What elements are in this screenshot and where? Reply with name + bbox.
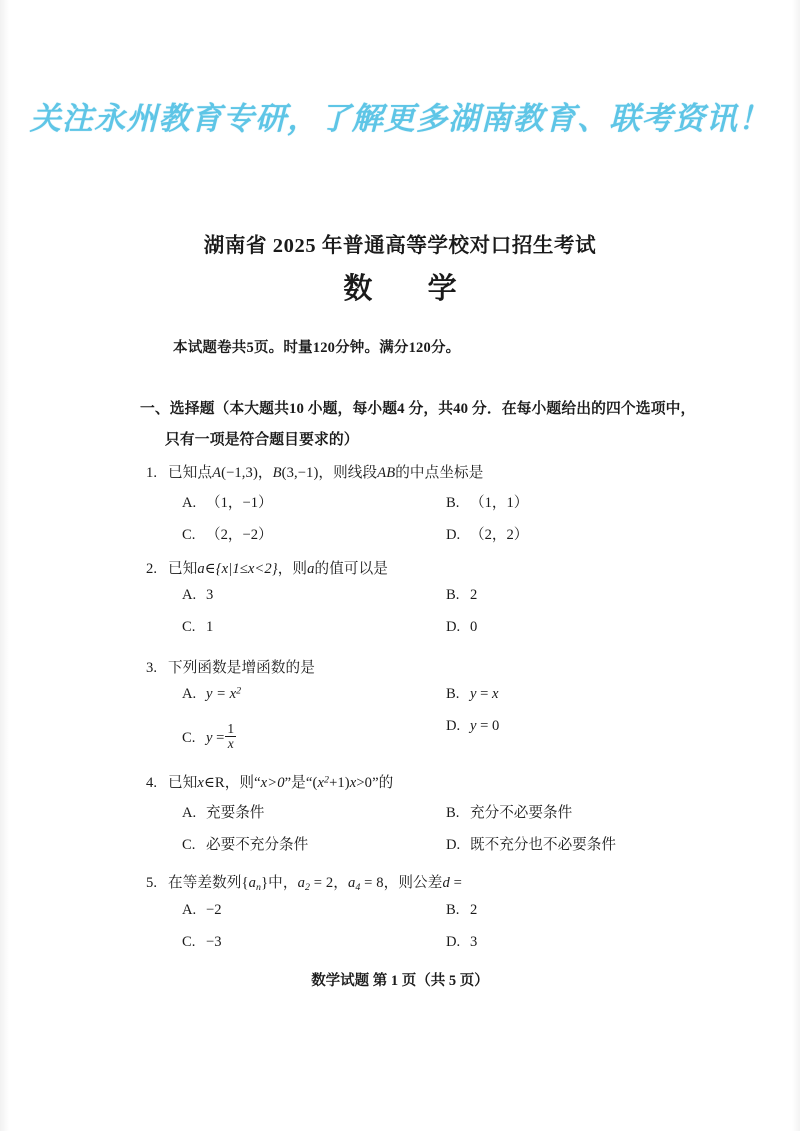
question-5 <box>146 871 746 966</box>
section-heading-line-1: 一、选择题（本大题共10 小题，每小题4 分，共40 分．在每小题给出的四个选项中， <box>140 401 696 417</box>
question-1-option-d[interactable] <box>446 523 528 544</box>
option-label: C. <box>182 729 196 746</box>
question-1-separator: ， <box>257 465 273 481</box>
question-1-coord-b: (3,−1) <box>281 465 319 481</box>
question-3-option-b[interactable] <box>446 686 499 703</box>
question-4-text-part-3: ”是“ <box>284 775 313 791</box>
question-4-text-part-4: ”的 <box>372 775 394 791</box>
option-expression: y = x <box>470 686 499 702</box>
option-text: −2 <box>206 901 222 918</box>
question-4-condition-2: $(x^2+1)x>0$ <box>312 774 373 791</box>
option-label: D. <box>446 933 461 950</box>
option-text: −3 <box>206 933 222 950</box>
option-label: D. <box>446 837 461 853</box>
question-1-var-a: A <box>212 465 222 481</box>
option-expression: y = 0 <box>470 718 500 734</box>
question-2-option-c[interactable] <box>182 619 213 636</box>
question-2-text-part-1: 已知 <box>168 561 198 577</box>
question-4-option-d[interactable] <box>446 833 616 854</box>
question-2-option-b[interactable] <box>446 587 477 604</box>
question-2-number: 2. <box>146 561 158 577</box>
question-2-var-2: a <box>307 561 315 577</box>
question-2-option-d[interactable] <box>446 619 477 636</box>
question-5-text-part-4: ，则公差 <box>383 875 443 891</box>
question-4-text-part-1: 已知 <box>168 775 198 791</box>
option-label: D. <box>446 619 461 635</box>
option-row <box>146 686 746 718</box>
question-1-option-c[interactable] <box>182 523 273 544</box>
question-1-option-a[interactable] <box>182 491 273 512</box>
question-5-term-1: $a_2 = 2$ <box>297 875 334 893</box>
question-1-segment-ab: AB <box>377 465 396 481</box>
question-4-option-b[interactable] <box>446 801 572 822</box>
option-expression: y = $\frac{1}{x}$ <box>206 721 235 752</box>
question-1-option-b[interactable] <box>446 491 528 512</box>
option-text: 3 <box>470 933 478 950</box>
option-label: B. <box>446 686 460 702</box>
question-1 <box>146 461 746 555</box>
question-5-option-d[interactable] <box>446 934 477 951</box>
option-label: C. <box>182 837 196 853</box>
question-3 <box>146 656 746 758</box>
question-4-stem <box>146 771 746 792</box>
question-5-options <box>146 902 746 966</box>
option-text: 0 <box>470 619 478 635</box>
option-label: A. <box>182 686 197 703</box>
option-label: D. <box>446 527 461 543</box>
option-text: 1 <box>206 619 214 635</box>
question-4-option-a[interactable] <box>182 801 264 822</box>
question-3-number: 3. <box>146 660 158 676</box>
question-4-condition-1: x>0 <box>260 775 285 791</box>
question-5-term-2: $a_4 = 8$ <box>347 875 384 893</box>
question-1-stem <box>146 461 746 482</box>
question-3-option-a[interactable] <box>182 686 241 703</box>
option-row <box>146 523 746 555</box>
option-label: A. <box>182 805 197 821</box>
question-1-var-b: B <box>272 465 282 481</box>
question-1-options <box>146 491 746 555</box>
question-5-number: 5. <box>146 875 158 891</box>
section-heading <box>140 394 700 456</box>
question-4-option-c[interactable] <box>182 833 308 854</box>
option-label: B. <box>446 805 460 821</box>
option-text: （2，2） <box>470 527 529 543</box>
option-row <box>146 902 746 934</box>
question-4-number: 4. <box>146 775 158 791</box>
option-label: B. <box>446 495 460 511</box>
option-text: 充分不必要条件 <box>470 805 573 821</box>
option-text: 2 <box>470 901 478 918</box>
option-label: C. <box>182 619 196 635</box>
option-row <box>146 619 746 651</box>
option-label: A. <box>182 495 197 511</box>
option-expression: $y = x^2$ <box>206 686 242 703</box>
question-2-option-a[interactable] <box>182 587 213 604</box>
question-4-var: x <box>197 775 204 791</box>
option-text: （1，−1） <box>206 495 273 511</box>
question-3-options <box>146 686 746 758</box>
question-5-text-part-1: 在等差数列 <box>168 875 242 891</box>
question-5-option-a[interactable] <box>182 902 222 919</box>
option-row <box>146 587 746 619</box>
subject-title: 数 学 <box>343 273 481 305</box>
question-1-text-part-2: ，则线段 <box>318 465 378 481</box>
question-2-set: ∈{x|1≤x<2} <box>204 561 278 577</box>
question-2-text-part-2: ，则 <box>277 561 308 577</box>
question-2-options <box>146 587 746 651</box>
question-5-text-part-2: 中， <box>268 875 298 891</box>
question-5-sequence: $\{a_n\}$ <box>241 875 269 893</box>
option-row <box>146 491 746 523</box>
option-row <box>146 718 746 758</box>
option-text: 2 <box>470 587 478 603</box>
question-4-text-part-2: ∈R，则“ <box>203 775 261 791</box>
question-5-option-c[interactable] <box>182 934 222 951</box>
question-3-text: 下列函数是增函数的是 <box>168 660 315 676</box>
page-footer: 数学试题 第 1 页（共 5 页） <box>311 973 489 989</box>
question-3-stem <box>146 656 746 677</box>
option-label: A. <box>182 587 197 603</box>
question-4 <box>146 771 746 865</box>
question-2-text-part-3: 的值可以是 <box>314 561 388 577</box>
option-text: （2，−2） <box>206 527 273 543</box>
question-5-common-difference: d = <box>442 875 462 891</box>
option-text: 既不充分也不必要条件 <box>470 837 616 853</box>
option-label: D. <box>446 718 461 734</box>
option-row <box>146 833 746 865</box>
question-2 <box>146 557 746 651</box>
option-row <box>146 934 746 966</box>
question-5-option-b[interactable] <box>446 902 477 919</box>
option-label: B. <box>446 587 460 603</box>
question-1-text-part-3: 的中点坐标是 <box>395 465 484 481</box>
question-1-coord-a: (−1,3) <box>221 465 258 481</box>
scan-edge-right <box>792 0 800 1131</box>
question-3-option-c[interactable] <box>182 722 237 751</box>
option-text: （1，1） <box>470 495 529 511</box>
question-2-var: a <box>197 561 205 577</box>
option-text: 必要不充分条件 <box>206 837 309 853</box>
question-5-text-part-3: ， <box>333 875 348 891</box>
option-text: 3 <box>206 587 214 603</box>
question-3-option-d[interactable] <box>446 718 499 735</box>
option-label: A. <box>182 901 197 918</box>
promo-banner: 关注永州教育专研，了解更多湖南教育、联考资讯！ <box>29 101 771 137</box>
exam-title: 湖南省 2025 年普通高等学校对口招生考试 <box>203 235 597 257</box>
scan-edge-left <box>0 0 9 1131</box>
section-heading-line-2: 只有一项是符合题目要求的） <box>165 432 359 448</box>
question-1-number: 1. <box>146 465 158 481</box>
option-label: B. <box>446 901 460 918</box>
option-label: C. <box>182 933 196 950</box>
question-4-options <box>146 801 746 865</box>
option-row <box>146 801 746 833</box>
exam-info-line: 本试题卷共5页。时量120分钟。满分120分。 <box>173 340 461 356</box>
question-5-stem <box>146 871 746 893</box>
option-text: 充要条件 <box>206 805 265 821</box>
question-1-text-part-1: 已知点 <box>168 465 213 481</box>
option-label: C. <box>182 527 196 543</box>
question-2-stem <box>146 557 746 578</box>
